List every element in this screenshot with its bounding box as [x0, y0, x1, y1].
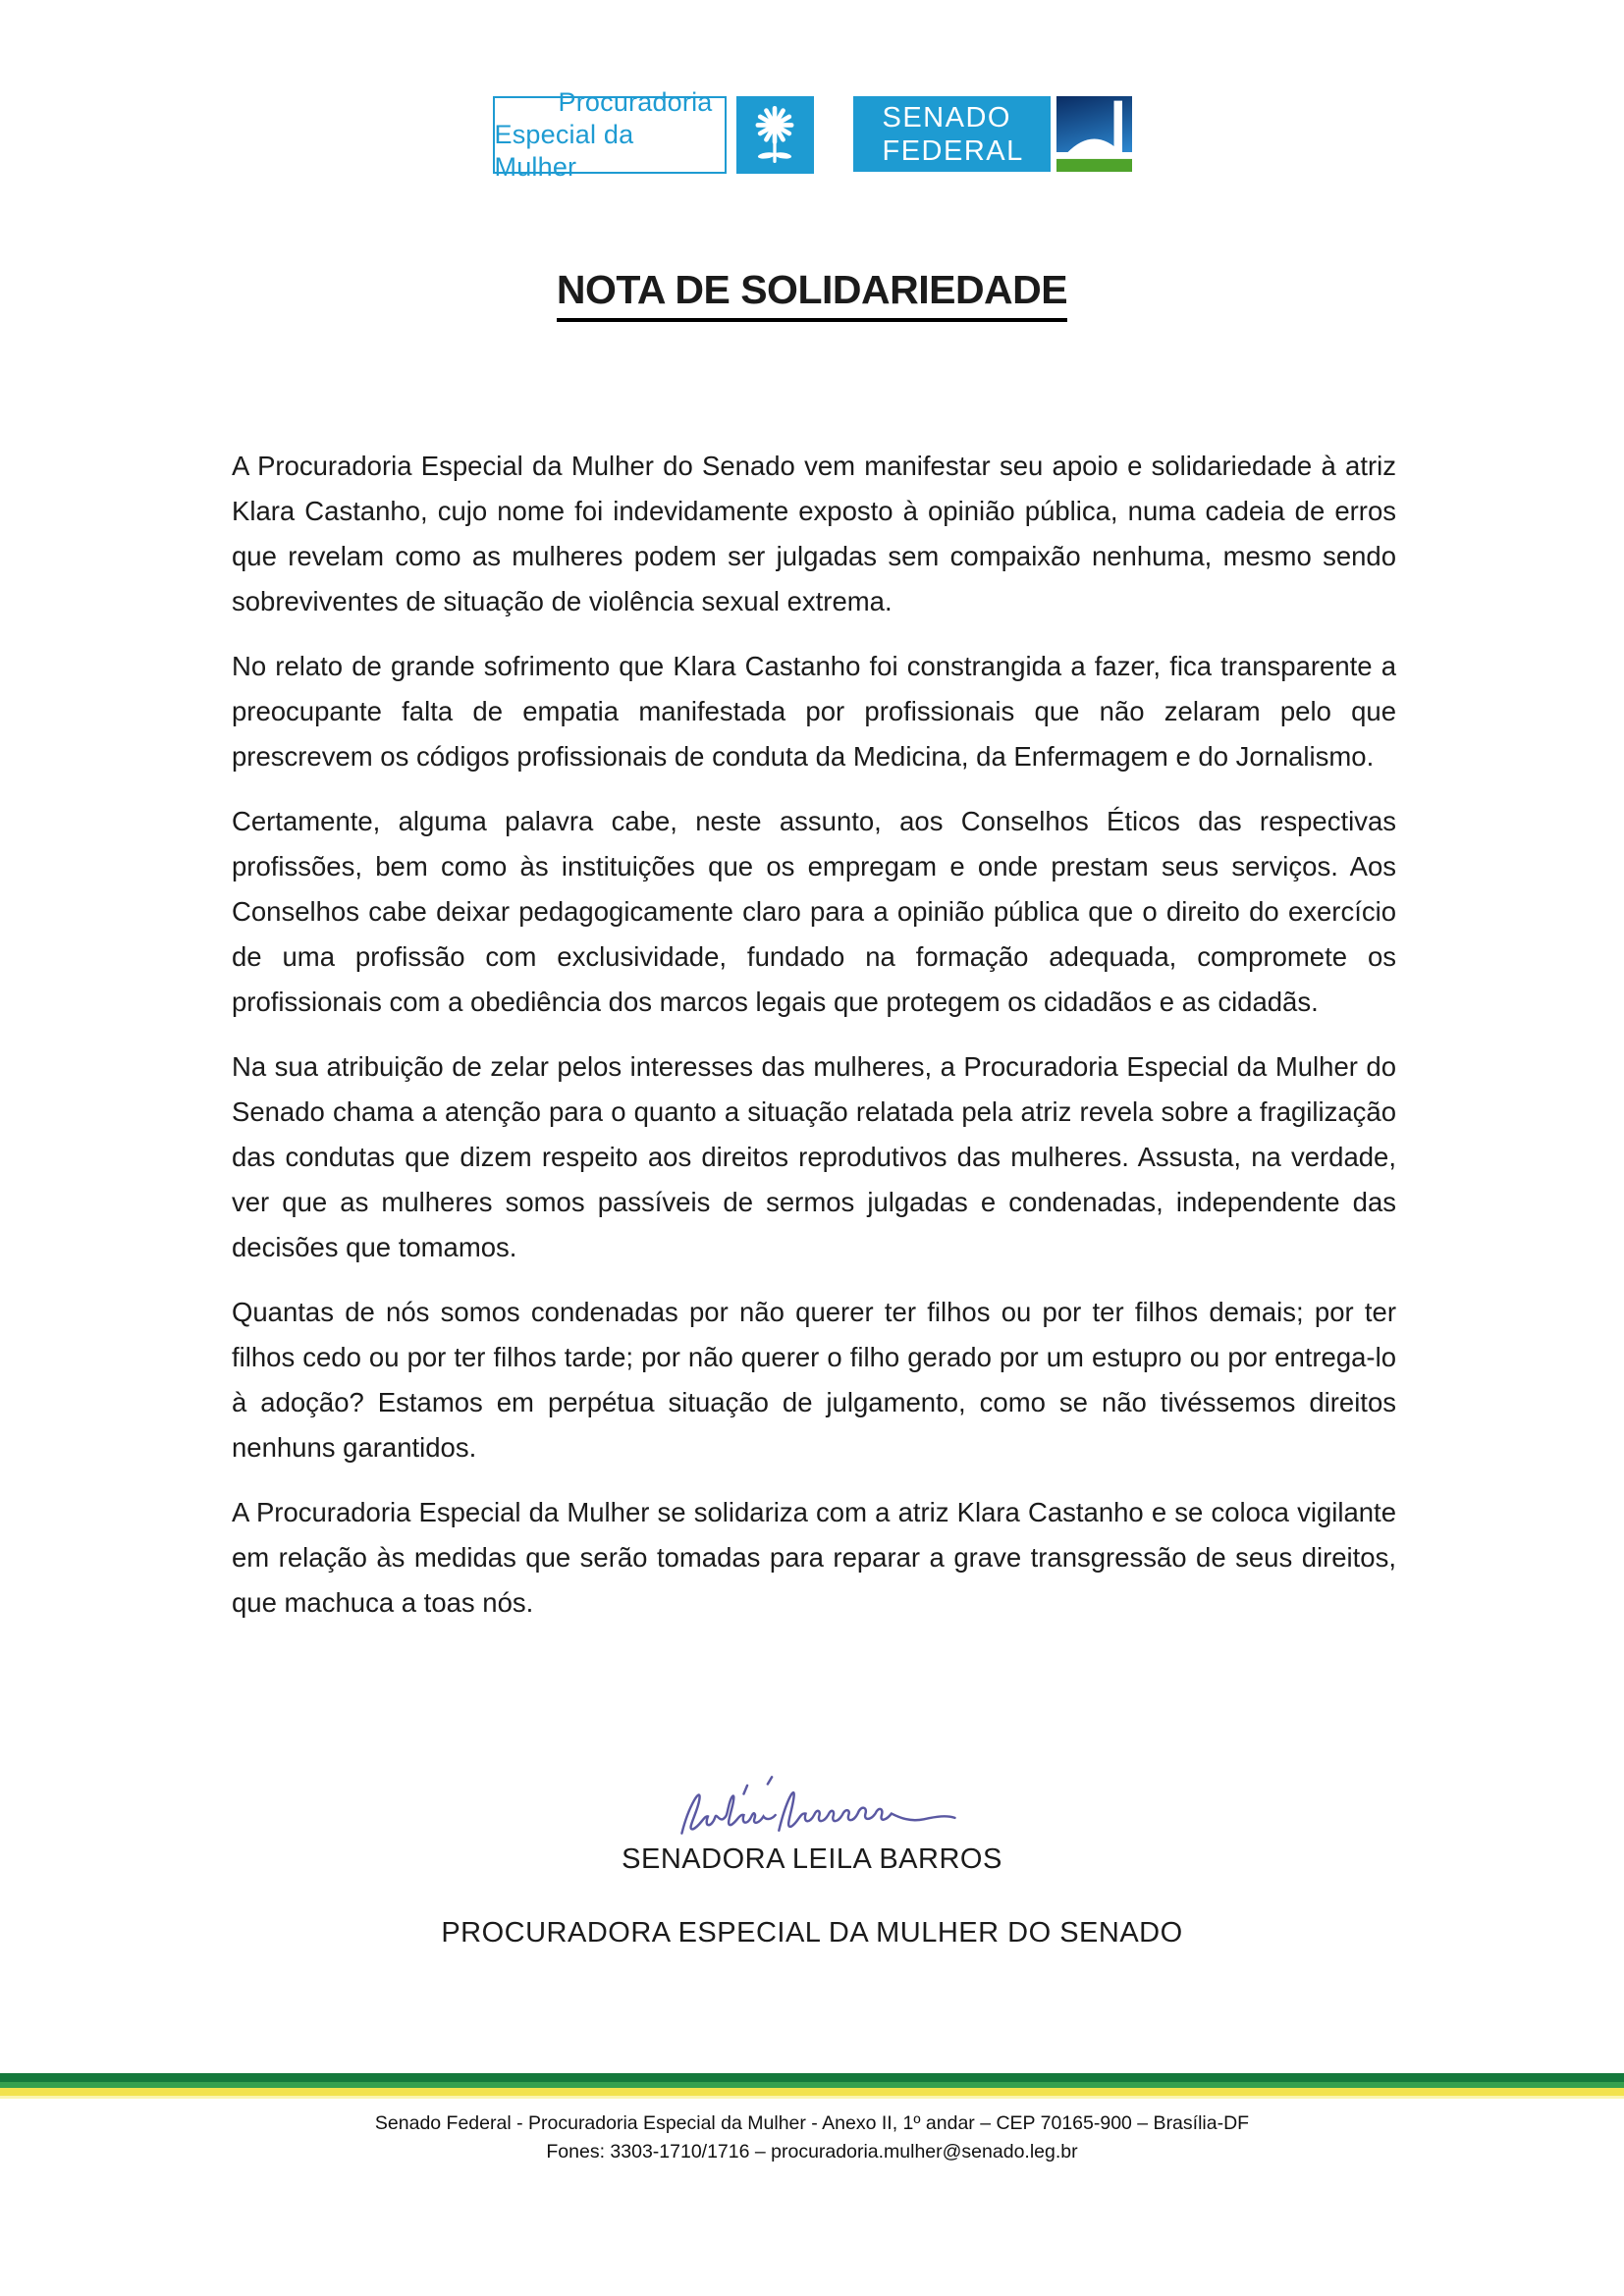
senado-logo-text [853, 96, 1051, 172]
paragraph-4: Na sua atribuição de zelar pelos interesses das mulheres, a Procuradoria Especial da Mulher do Senado chama a atenção para o quanto a situação relatada pela atriz revela sobre a fragilização das condutas que dizem respeito aos direitos reprodutivos das mulheres. Assusta, na verdade, ver que as mulheres somos passíveis de sermos julgadas e condenadas, independente das decisões que tomamos. [232, 1051, 1396, 1262]
footer-address: Senado Federal - Procuradoria Especial da Mulher - Anexo II, 1º andar – CEP 70165-900 – Brasília-DF [374, 2112, 1250, 2134]
procuradoria-logo-text [493, 87, 727, 182]
paragraph-2: No relato de grande sofrimento que Klara Castanho foi constrangida a fazer, fica transparente a preocupante falta de empatia manifestada por profissionais que não zelaram pelo que prescrevem os códigos profissionais de conduta da Medicina, da Enfermagem e do Jornalismo. [232, 651, 1396, 772]
footer-color-stripe [0, 2073, 1624, 2101]
senado-logo-line1: SENADO [882, 101, 1011, 133]
page-title-text: NOTA DE SOLIDARIEDADE [557, 267, 1067, 322]
signature-block [0, 1773, 1624, 1949]
procuradoria-logo-line2: Especial da Mulher [494, 120, 634, 182]
paragraph-6: A Procuradoria Especial da Mulher se solidariza com a atriz Klara Castanho e se coloca vigilante em relação às medidas que serão tomadas para reparar a grave transgressão de seus direitos, que machuca a toas nós. [232, 1497, 1396, 1618]
flower-icon-box [736, 96, 814, 174]
congress-building-icon [1056, 96, 1132, 172]
senado-federal-logo [853, 96, 1132, 172]
procuradoria-logo [493, 87, 814, 182]
footer [0, 2109, 1624, 2166]
signer-role: PROCURADORA ESPECIAL DA MULHER DO SENADO [441, 1917, 1183, 1949]
page-title [0, 267, 1624, 322]
procuradoria-logo-line1: Procuradoria [558, 87, 713, 117]
header-logos [0, 87, 1624, 182]
paragraph-5: Quantas de nós somos condenadas por não querer ter filhos ou por ter filhos demais; por ter filhos cedo ou por ter filhos tarde; por não querer o filho gerado por um estupro ou por entrega-lo à adoção? Estamos em perpétua situação de julgamento, como se não tivéssemos direitos nenhuns garantidos. [232, 1297, 1396, 1463]
senado-logo-line2: FEDERAL [882, 134, 1024, 167]
signer-name: SENADORA LEILA BARROS [622, 1843, 1002, 1875]
document-body [232, 444, 1396, 1645]
footer-contacts: Fones: 3303-1710/1716 – procuradoria.mulher@senado.leg.br [546, 2141, 1078, 2163]
paragraph-1: A Procuradoria Especial da Mulher do Senado vem manifestar seu apoio e solidariedade à atriz Klara Castanho, cujo nome foi indevidamente exposto à opinião pública, numa cadeia de erros que revelam como as mulheres podem ser julgadas sem compaixão nenhuma, mesmo sendo sobreviventes de situação de violência sexual extrema. [232, 451, 1396, 616]
paragraph-3: Certamente, alguma palavra cabe, neste assunto, aos Conselhos Éticos das respectivas profissões, bem como às instituições que os empregam e onde prestam seus serviços. Aos Conselhos cabe deixar pedagogicamente claro para a opinião pública que o direito do exercício de uma profissão com exclusividade, fundado na formação adequada, compromete os profissionais com a obediência dos marcos legais que protegem os cidadãos e as cidadãs. [232, 806, 1396, 1017]
flower-icon [742, 103, 807, 168]
